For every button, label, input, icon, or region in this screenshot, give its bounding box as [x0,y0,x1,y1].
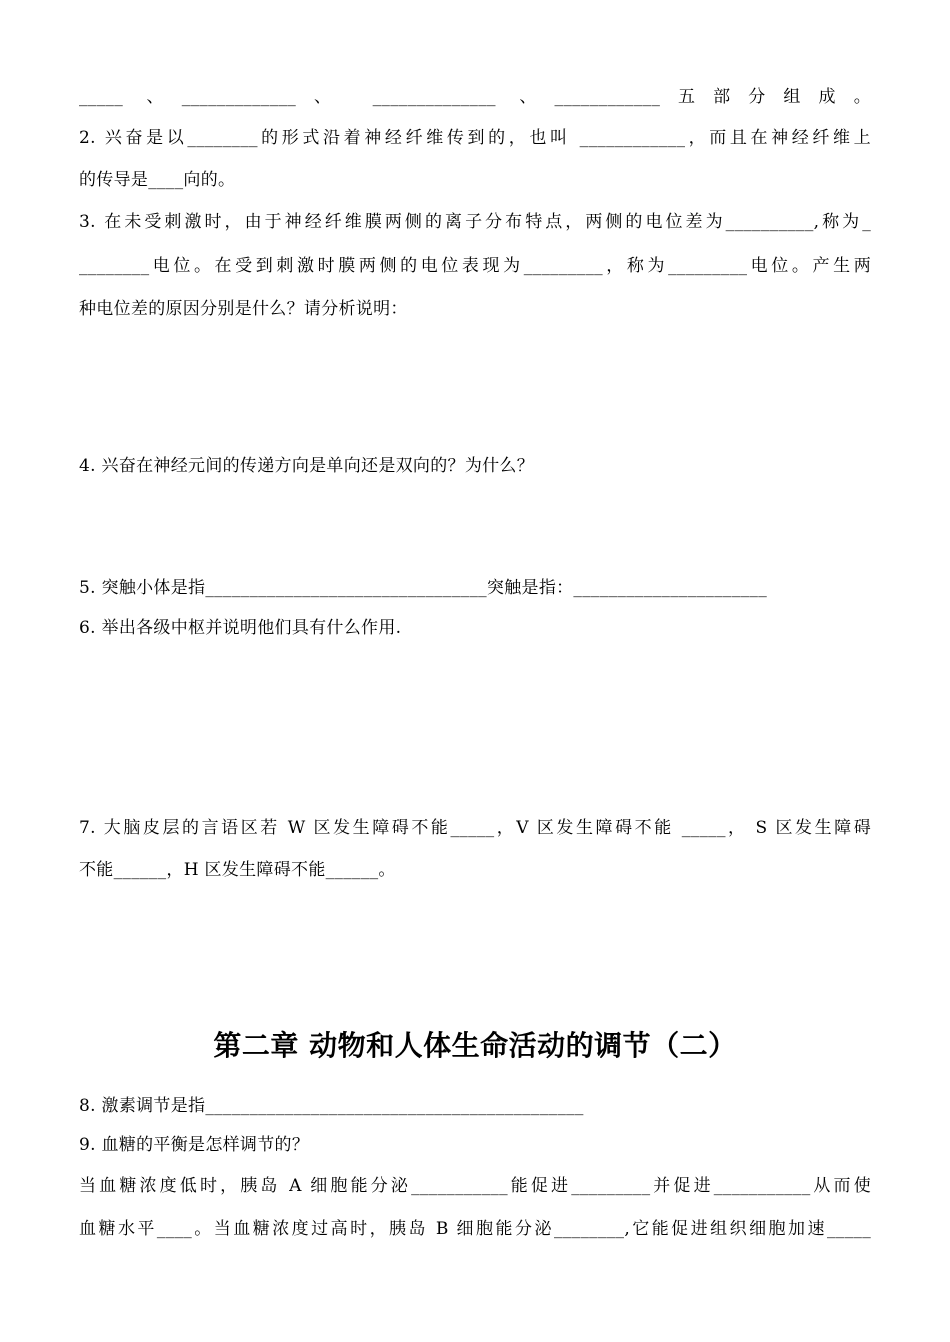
q7-line-2: 不能______，H 区发生障碍不能______。 [79,860,396,880]
q9-line: 9. 血糖的平衡是怎样调节的？ [79,1135,310,1155]
q2-line-1: 2. 兴奋是以________的形式沿着神经纤维传到的，也叫 ____________，而且在神经纤维上 [79,128,871,148]
q3-line-2: ________电位。在受到刺激时膜两侧的电位表现为_________，称为_________电位。产生两 [79,256,871,276]
q6-line: 6. 举出各级中枢并说明他们具有什么作用. [79,618,402,638]
q3-line-3: 种电位差的原因分别是什么？请分析说明： [79,299,408,319]
q3-line-1: 3. 在未受刺激时，由于神经纤维膜两侧的离子分布特点，两侧的电位差为__________,称为_ [79,212,871,232]
q9-answer-line-2: 血糖水平____。当血糖浓度过高时，胰岛 B 细胞能分泌________,它能促进组织细胞加速_____ [79,1219,871,1239]
chapter-title: 第二章 动物和人体生命活动的调节（二） [213,1029,737,1062]
q2-line-2: 的传导是____向的。 [79,170,236,190]
q8-line: 8. 激素调节是指___________________________________________ [79,1096,584,1116]
q1-continuation-line: _____ 、_____________、 ______________ 、____________五部分组成。 [79,87,871,107]
q4-line: 4. 兴奋在神经元间的传递方向是单向还是双向的？为什么？ [79,456,535,476]
q9-answer-line-1: 当血糖浓度低时，胰岛 A 细胞能分泌___________能促进_________并促进___________从而使 [79,1176,871,1196]
q5-line: 5. 突触小体是指________________________________突触是指：______________________ [79,578,768,598]
q7-line-1: 7. 大脑皮层的言语区若 W 区发生障碍不能_____，V 区发生障碍不能 _____， S 区发生障碍 [79,818,871,838]
